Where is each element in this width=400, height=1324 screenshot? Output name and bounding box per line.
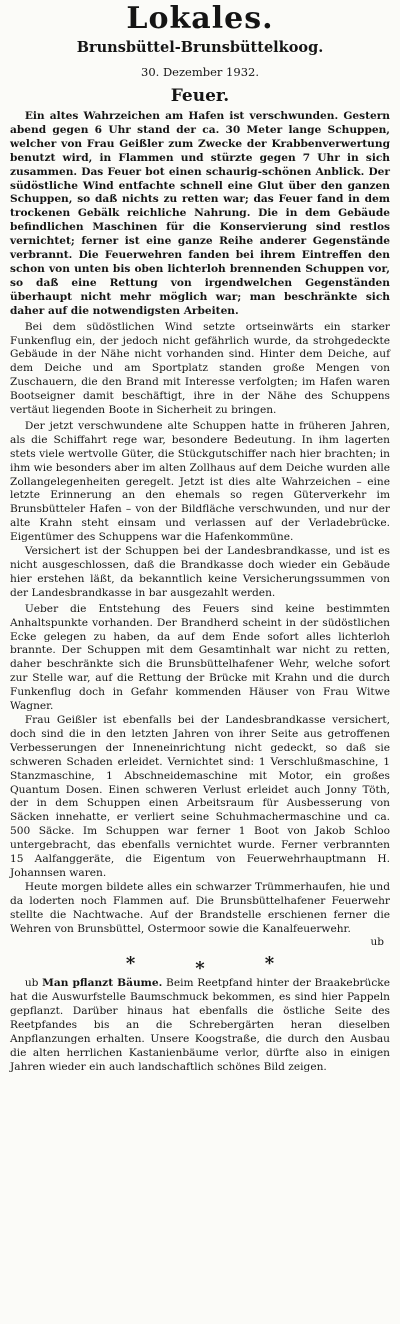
separator-star: * [264, 953, 275, 975]
article-paragraph-5: Ueber die Entstehung des Feuers sind keine bestimmten Anhaltspunkte vorhanden. Der Brandherd scheint in der südöstlichen Ecke gelegen zu haben, da auf dem Ende sofort alles lichterloh brannte. Der Schuppen mit dem Gesamtinhalt war nicht zu retten, daher beschränkte sich die Brunsbüttelhafener Wehr, welche sofort zur Stelle war, auf die Rettung der Brücke mit Krahn und die durch Funkenflug doch in Gefahr kommenden Häuser von Frau Witwe Wagner. [10, 602, 390, 713]
note-paragraph [10, 977, 390, 1074]
note-prefix: ub [24, 977, 39, 990]
separator-star: * [195, 958, 205, 980]
separator-stars [10, 953, 390, 980]
article-paragraph-1: Ein altes Wahrzeichen am Hafen ist verschwunden. Gestern abend gegen 6 Uhr stand der ca. 30 Meter lange Schuppen, welcher von Frau Geißler zum Zwecke der Krabbenverwertung benutzt wird, in Flammen und stürzte gegen 7 Uhr in sich zusammen. Das Feuer bot einen schaurig-schönen Anblick. Der südöstliche Wind entfachte schnell eine Glut über den ganzen Schuppen, so daß nichts zu retten war; das Feuer fand in dem trockenen Gebälk reichliche Nahrung. Die in dem Gebäude befindlichen Maschinen für die Konservierung sind restlos vernichtet; ferner ist eine ganze Reihe anderer Gegenstände verbrannt. Die Feuerwehren fanden bei ihrem Eintreffen den schon von unten bis oben lichterloh brennenden Schuppen vor, so daß eine Rettung von irgendwelchen Gegenständen überhaupt nicht mehr möglich war; man beschränkte sich daher auf die notwendigsten Arbeiten. [10, 110, 390, 317]
note-lead: Man pflanzt Bäume. [42, 977, 163, 990]
article-paragraph-3: Der jetzt verschwundene alte Schuppen hatte in früheren Jahren, als die Schiffahrt rege war, besondere Bedeutung. In ihm lagerten stets viele wertvolle Güter, die Stückgutschiffer nach hier brachten; in ihm wie besonders aber im alten Zollhaus auf dem Deiche wurden alle Zollangelegenheiten geregelt. Jetzt ist dies alte Wahrzeichen – eine letzte Erinnerung an den ehemals so regen Güterverkehr im Brunsbütteler Hafen – von der Bildfläche verschwunden, und nur der alte Krahn steht einsam und verlassen auf der Verladebrücke. Eigentümer des Schuppens war die Hafenkommüne. [10, 419, 390, 544]
article-signature: ub [370, 936, 384, 949]
separator-star: * [125, 953, 136, 975]
article-paragraph-7: Heute morgen bildete alles ein schwarzer Trümmerhaufen, hie und da loderten noch Flammen auf. Die Brunsbüttelhafener Feuerwehr stellte die Nachtwache. Auf der Brandstelle erschienen ferner die Wehren von Brunsbüttel, Ostermoor sowie die Kanalfeuerwehr. [10, 880, 390, 935]
article-heading: Feuer. [170, 86, 230, 106]
article-paragraph-2: Bei dem südöstlichen Wind setzte ortseinwärts ein starker Funkenflug ein, der jedoch nicht gefährlich wurde, da strohgedeckte Gebäude in der Nähe nicht vorhanden sind. Hinter dem Deiche, auf dem Deiche und am Sportplatz standen große Mengen von Zuschauern, die den Brand mit Interesse verfolgten; im Hafen waren Bootseigner damit beschäftigt, ihre in der Nähe des Schuppens vertäut liegenden Boote in Sicherheit zu bringen. [10, 320, 390, 417]
article-paragraph-4: Versichert ist der Schuppen bei der Landesbrandkasse, und ist es nicht ausgeschlossen, daß die Brandkasse doch wieder ein Gebäude hier erstehen läßt, da bekanntlich keine Versicherungssummen von der Landesbrandkasse in bar ausgezahlt werden. [10, 545, 390, 599]
note-text: Beim Reetpfand hinter der Braakebrücke hat die Auswurfstelle Baumschmuck bekommen, es sind hier Pappeln gepflanzt. Darüber hinaus hat ebenfalls die östliche Seite des Reetpfandes bis an die Schrebergärten heran dieselben Anpflanzungen erhalten. Unsere Koogstraße, die durch den Ausbau die alten herrlichen Kastanienbäume verlor, dürfte also in einigen Jahren wieder ein auch landschaftlich schönes Bild zeigen. [10, 977, 390, 1073]
place-heading: Brunsbüttel-Brunsbüttelkoog. [76, 39, 324, 56]
date-line: 30. Dezember 1932. [141, 65, 259, 79]
section-title: Lokales. [126, 1, 274, 36]
article-paragraph-6: Frau Geißler ist ebenfalls bei der Landesbrandkasse versichert, doch sind die in den letzten Jahren von ihrer Seite aus getroffenen Verbesserungen der Inneneinrichtung nicht gedeckt, so daß sie schweren Schaden erleidet. Vernichtet sind: 1 Verschlußmaschine, 1 Stanzmaschine, 1 Abschneidemaschine mit Motor, ein großes Quantum Dosen. Einen schweren Verlust erleidet auch Jonny Töth, der in dem Schuppen einen Arbeitsraum für Ausbesserung von Säcken innehatte, er verliert seine Schuhmachermaschine und ca. 500 Säcke. Im Schuppen war ferner 1 Boot von Jakob Schloo untergebracht, das ebenfalls vernichtet wurde. Ferner verbrannten 15 Aalfanggeräte, die Eigentum von Feuerwehrhauptmann H. Johannsen waren. [10, 713, 390, 879]
